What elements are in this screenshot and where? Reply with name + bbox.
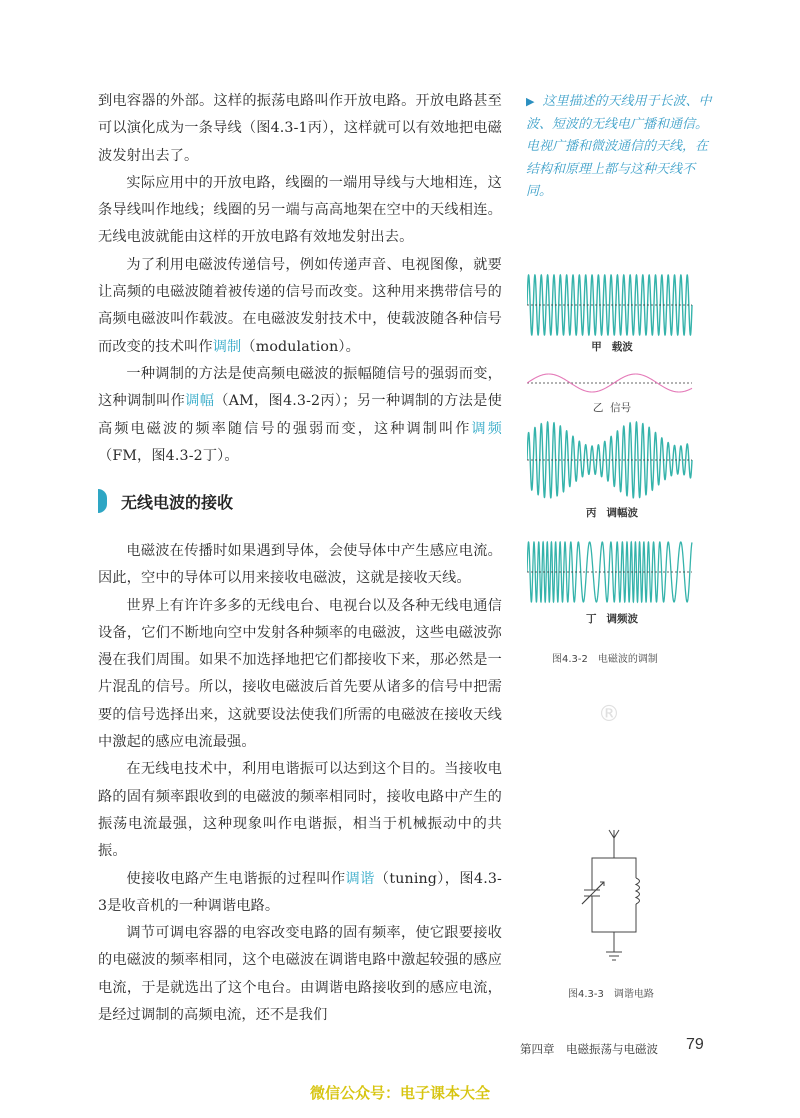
- text-run: 一种调制的方法是使高频电磁波的振幅随信号的强弱而变，这种调制叫作: [98, 365, 502, 410]
- paragraph-p4: [98, 361, 502, 470]
- chapter-footer: 第四章 电磁振荡与电磁波: [520, 1042, 658, 1056]
- figure-4-3-2-caption: 图4.3-2 电磁波的调制: [552, 654, 658, 665]
- paragraph-p2: [98, 170, 502, 252]
- carrier-wave-plot: [527, 270, 697, 340]
- caption-fm-label: 丁: [585, 613, 597, 625]
- text-run: 世界上有许许多多的无线电台、电视台以及各种无线电通信设备，它们不断地向空中发射各种频率的电磁波，这些电磁波弥漫在我们周围。如果不加选择地把它们都接收下来，那必然是一片混乱的信号。所以，接收电磁波后首先要从诸多的信号中把需要的信号选择出来，这就要设法使我们所需的电磁波在接收天线中激起的感应电流最强。: [98, 597, 502, 751]
- page-number: 79: [686, 1036, 704, 1053]
- caption-fm: [567, 611, 657, 626]
- text-run: 到电容器的外部。这样的振荡电路叫作开放电路。开放电路甚至可以演化成为一条导线（图4.3-1丙），这样就可以有效地把电磁波发射出去了。: [98, 93, 502, 164]
- text-run: （modulation）。: [241, 338, 360, 355]
- registered-mark-icon: ®: [598, 702, 620, 727]
- caption-signal-label: 乙: [592, 402, 604, 414]
- caption-carrier-label: 甲: [591, 341, 602, 353]
- text-run: 调节可调电容器的电容改变电路的固有频率，使它跟要接收的电磁波的频率相同，这个电磁波在调谐电路中激起较强的感应电流，于是就选出了这个电台。由调谐电路接收到的感应电流，是经过调制的高频电流，还不是我们: [98, 925, 502, 1024]
- keyword-term: 调频: [471, 420, 502, 437]
- caption-carrier-text: 载波: [611, 341, 633, 353]
- text-run: 使接收电路产生电谐振的过程叫作: [126, 870, 346, 887]
- main-text-column-2: [98, 538, 502, 1029]
- caption-signal-text: 信号: [610, 402, 632, 414]
- caption-am: [567, 505, 657, 520]
- keyword-term: 调谐: [345, 870, 375, 887]
- text-run: 电磁波在传播时如果遇到导体，会使导体中产生感应电流。因此，空中的导体可以用来接收电磁波，这就是接收天线。: [98, 543, 502, 587]
- paragraph-p9: [98, 920, 502, 1029]
- figure-4-3-3-caption: 图4.3-3 调谐电路: [568, 989, 654, 1000]
- paragraph-p5: [98, 538, 502, 593]
- signal-wave-plot: [527, 368, 697, 398]
- text-run: 为了利用电磁波传递信号，例如传递声音、电视图像，就要让高频的电磁波随着被传递的信号而改变。这种用来携带信号的高频电磁波叫作载波。在电磁波发射技术中，使载波随各种信号而改变的技术叫作: [98, 256, 502, 355]
- paragraph-p6: [98, 593, 502, 757]
- paragraph-p1: [98, 88, 502, 170]
- paragraph-p3: [98, 252, 502, 361]
- paragraph-p8: [98, 866, 502, 921]
- main-text-column: [98, 88, 502, 470]
- triangle-bullet-icon: ▶: [526, 95, 535, 108]
- am-wave-plot: [527, 420, 697, 500]
- side-note: [526, 91, 716, 204]
- caption-carrier: [572, 339, 652, 354]
- section-heading: [98, 488, 233, 514]
- text-run: （AM，图4.3-2丙）；另一种调制的方法是使高频电磁波的频率随信号的强弱而变，这种调制叫作: [98, 393, 502, 437]
- tuning-circuit-diagram: [578, 826, 658, 976]
- section-marker-icon: [98, 489, 107, 513]
- text-run: （FM，图4.3-2丁）。: [98, 447, 239, 464]
- keyword-term: 调幅: [185, 393, 215, 410]
- section-title: 无线电波的接收: [121, 492, 234, 512]
- side-note-text: 这里描述的天线用于长波、中波、短波的无线电广播和通信。电视广播和微波通信的天线，在结构和原理上都与这种天线不同。: [526, 94, 712, 200]
- text-run: （tuning），图4.3-3是收音机的一种调谐电路。: [98, 870, 502, 914]
- caption-signal: [572, 400, 652, 415]
- text-run: 实际应用中的开放电路，线圈的一端用导线与大地相连，这条导线叫作地线；线圈的另一端与高高地架在空中的天线相连。无线电波就能由这样的开放电路有效地发射出去。: [98, 174, 502, 246]
- paragraph-p7: [98, 756, 502, 865]
- watermark-text: 微信公众号：电子课本大全: [309, 1084, 490, 1102]
- caption-am-label: 丙: [585, 507, 597, 519]
- caption-fm-text: 调频波: [606, 613, 638, 625]
- caption-am-text: 调幅波: [606, 507, 638, 519]
- text-run: 在无线电技术中，利用电谐振可以达到这个目的。当接收电路的固有频率跟收到的电磁波的频率相同时，接收电路中产生的振荡电流最强，这种现象叫作电谐振，相当于机械振动中的共振。: [98, 761, 502, 860]
- keyword-term: 调制: [212, 338, 242, 355]
- fm-wave-plot: [527, 537, 697, 607]
